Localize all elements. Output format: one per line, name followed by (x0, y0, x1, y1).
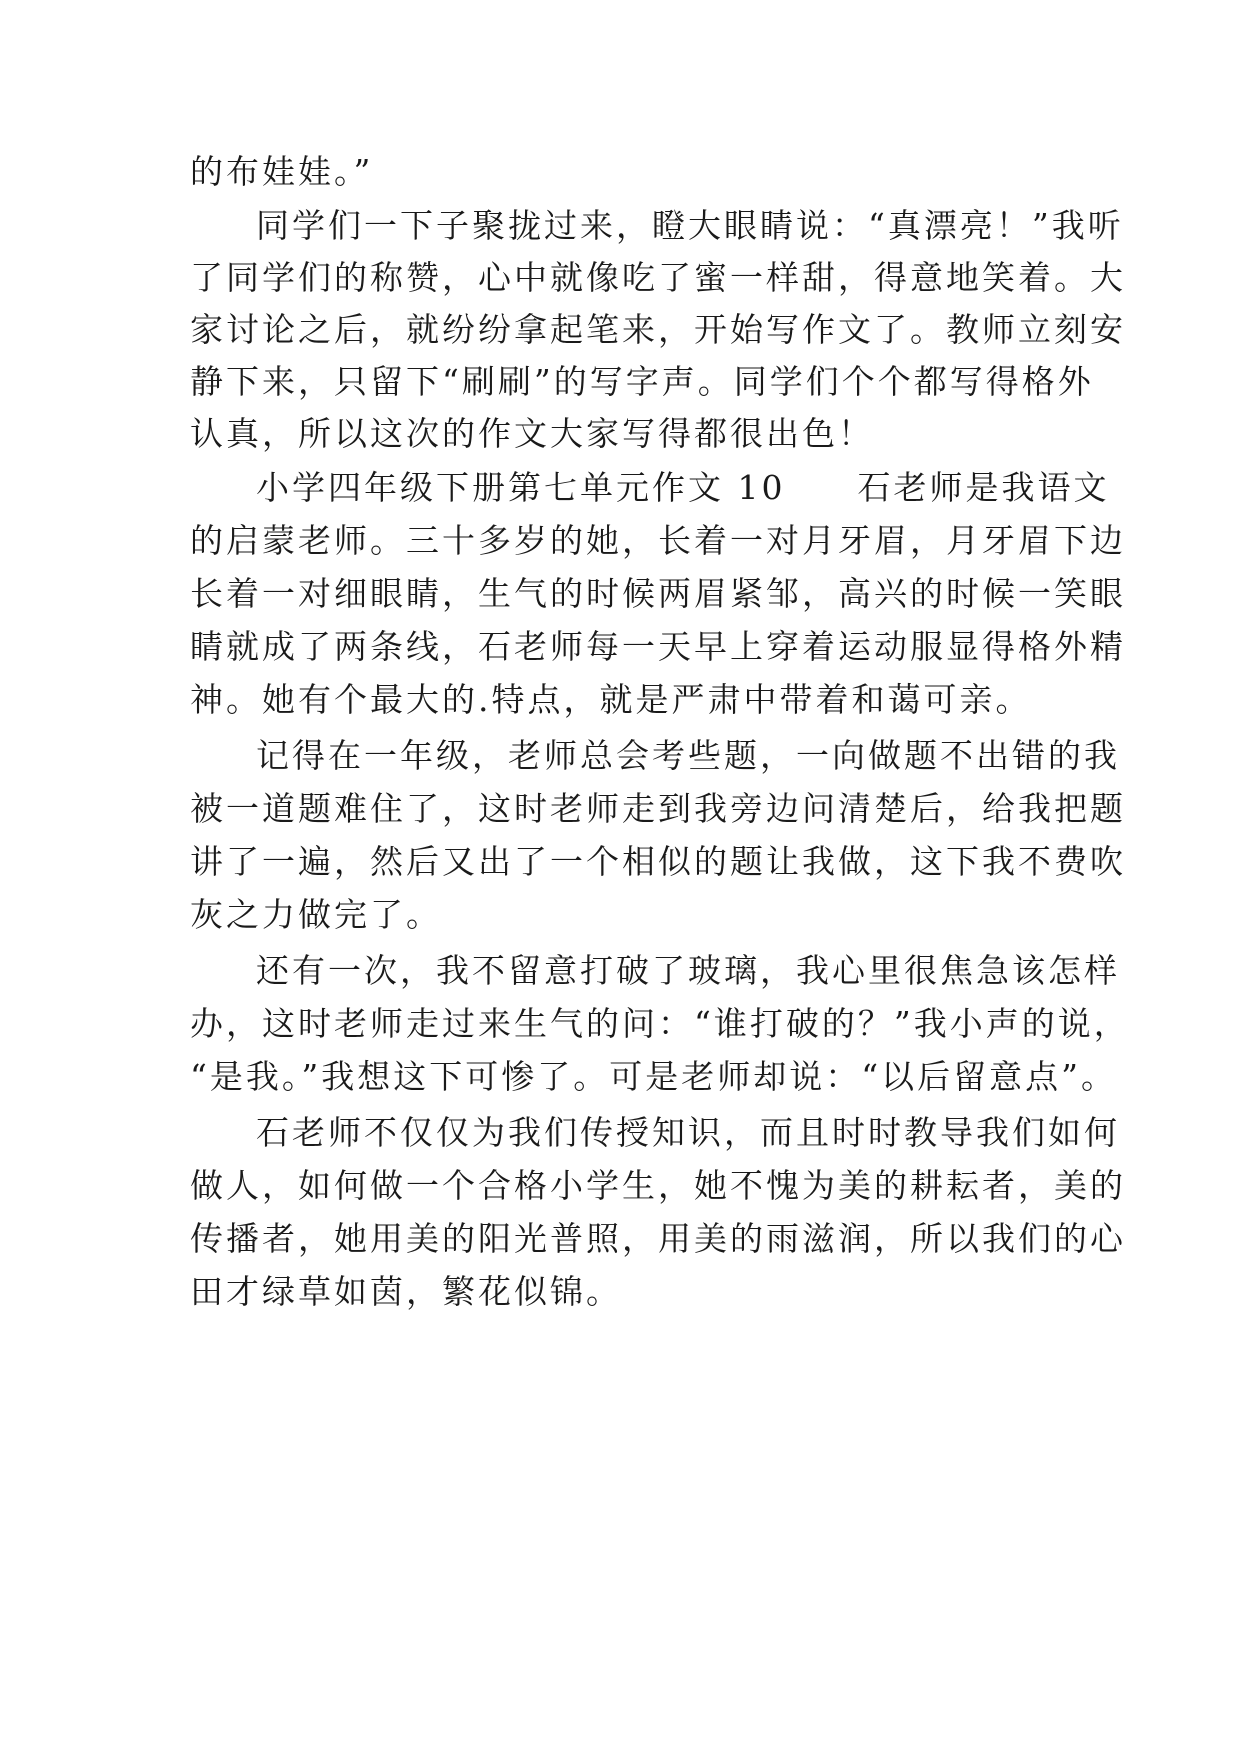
text-line: 办，这时老师走过来生气的问：“谁打破的？”我小声的说， (190, 1004, 1130, 1043)
text-line: 的布娃娃。” (190, 152, 374, 191)
paragraph-first-line: 小学四年级下册第七单元作文 10 石老师是我语文 (256, 468, 1110, 507)
text-line: 灰之力做完了。 (190, 895, 442, 934)
text-line: 田才绿草如茵，繁花似锦。 (190, 1272, 622, 1311)
text-line: 静下来，只留下“刷刷”的写字声。同学们个个都写得格外 (190, 362, 1094, 401)
text-line: 长着一对细眼睛，生气的时候两眉紧邹，高兴的时候一笑眼 (190, 574, 1126, 613)
text-line: 传播者，她用美的阳光普照，用美的雨滋润，所以我们的心 (190, 1219, 1126, 1258)
text-line: 家讨论之后，就纷纷拿起笔来，开始写作文了。教师立刻安 (190, 310, 1126, 349)
text-line: 认真，所以这次的作文大家写得都很出色！ (190, 414, 874, 453)
text-line: 的启蒙老师。三十多岁的她，长着一对月牙眉，月牙眉下边 (190, 521, 1126, 560)
text-line: 做人，如何做一个合格小学生，她不愧为美的耕耘者，美的 (190, 1166, 1126, 1205)
text-line: “是我。”我想这下可惨了。可是老师却说：“以后留意点”。 (190, 1057, 1117, 1096)
text-line: 睛就成了两条线，石老师每一天早上穿着运动服显得格外精 (190, 627, 1126, 666)
text-line: 神。她有个最大的.特点，就是严肃中带着和蔼可亲。 (190, 680, 1032, 719)
text-line: 了同学们的称赞，心中就像吃了蜜一样甜，得意地笑着。大 (190, 258, 1126, 297)
paragraph-first-line: 记得在一年级，老师总会考些题，一向做题不出错的我 (256, 736, 1120, 775)
text-line: 讲了一遍，然后又出了一个相似的题让我做，这下我不费吹 (190, 842, 1126, 881)
paragraph-first-line: 还有一次，我不留意打破了玻璃，我心里很焦急该怎样 (256, 951, 1120, 990)
text-line: 被一道题难住了，这时老师走到我旁边问清楚后，给我把题 (190, 789, 1126, 828)
paragraph-first-line: 同学们一下子聚拢过来，瞪大眼睛说：“真漂亮！”我听 (256, 206, 1124, 245)
paragraph-first-line: 石老师不仅仅为我们传授知识，而且时时教导我们如何 (256, 1113, 1120, 1152)
